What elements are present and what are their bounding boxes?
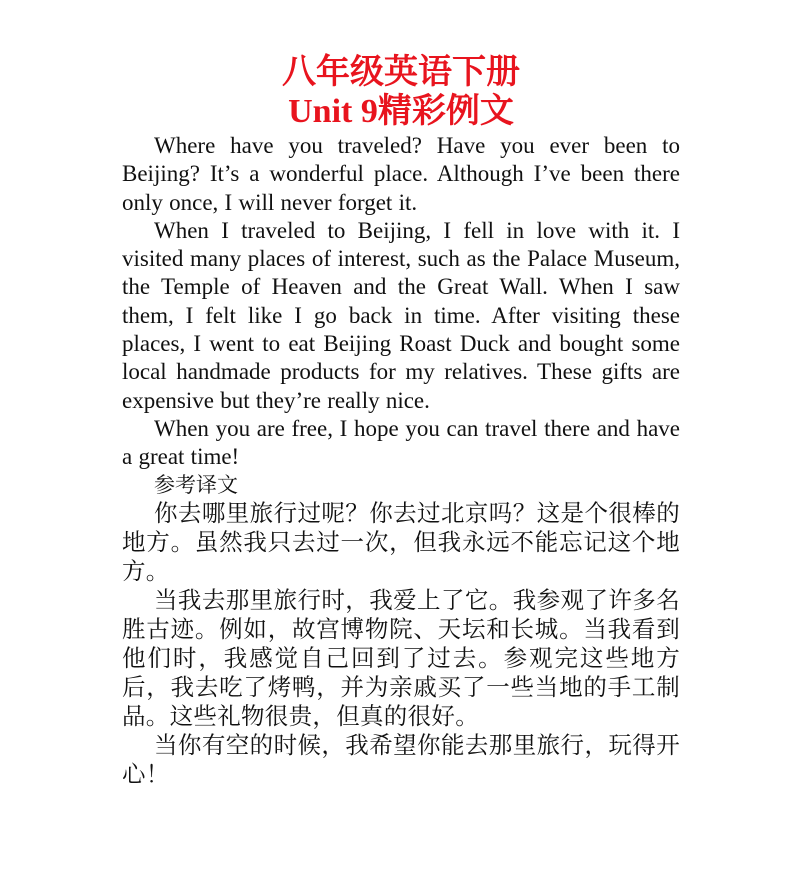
english-paragraph-2: When I traveled to Beijing, I fell in love with it. I visited many places of interest, such as the Palace Museum, the Temple of Heaven and the Great Wall. When I saw them, I felt like I go back in time. After visiting these places, I went to eat Beijing Roast Duck and bought some local handmade products for my relatives. These gifts are expensive but they’re really nice. (122, 217, 680, 413)
translation-heading: 参考译文 (154, 472, 238, 497)
document-page (122, 52, 680, 789)
chinese-paragraph-2: 当我去那里旅行时，我爱上了它。我参观了许多名胜古迹。例如，故宫博物院、天坛和长城。当我看到他们时，我感觉自己回到了过去。参观完这些地方后，我去吃了烤鸭，并为亲戚买了一些当地的手工制品。这些礼物很贵，但真的很好。 (122, 585, 680, 730)
chinese-paragraph-3: 当你有空的时候，我希望你能去那里旅行，玩得开心！ (122, 730, 680, 788)
chinese-paragraph-1: 你去哪里旅行过呢？你去过北京吗？这是个很棒的地方。虽然我只去过一次，但我永远不能忘记这个地方。 (122, 498, 680, 585)
page-title: 八年级英语下册 (282, 54, 520, 91)
english-paragraph-1: Where have you traveled? Have you ever been to Beijing? It’s a wonderful place. Although I’ve been there only once, I will never forget it. (122, 133, 680, 215)
english-paragraph-3: When you are free, I hope you can travel there and have a great time! (122, 415, 680, 470)
page-subtitle: Unit 9精彩例文 (288, 93, 514, 130)
